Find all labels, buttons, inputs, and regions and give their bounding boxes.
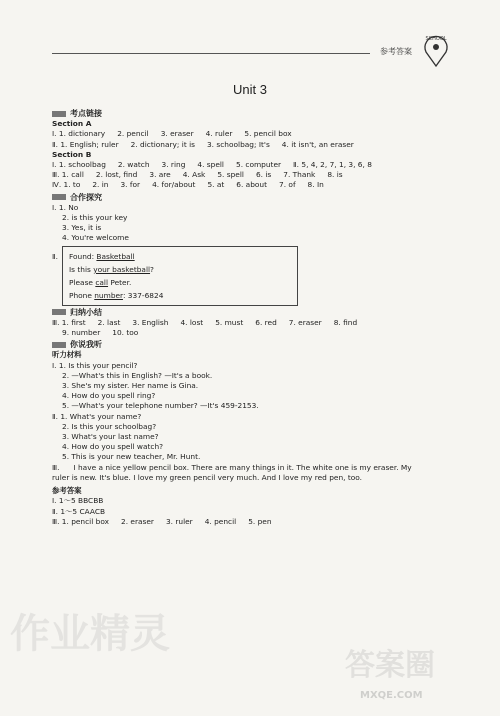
answer-row: Ⅳ. 1. to 2. in 3. for 4. for/about 5. at 6. about 7. of 8. In bbox=[52, 180, 324, 190]
script-line: 5. —What's your telephone number? —It's 459-2153. bbox=[62, 401, 259, 411]
script-line: 3. What's your last name? bbox=[62, 432, 159, 442]
script-line: 4. How do you spell ring? bbox=[62, 391, 156, 401]
answer-row: Ⅱ. 1. English; ruler 2. dictionary; it is 3. schoolbag; It's 4. it isn't, an eraser bbox=[52, 139, 354, 149]
section-heading-summary: 归纳小结 bbox=[52, 308, 452, 318]
answer-line: 4. You're welcome bbox=[62, 233, 129, 243]
notice-box bbox=[62, 246, 298, 306]
answer-row: Ⅲ. 1. pencil box 2. eraser 3. ruler 4. pencil 5. pen bbox=[52, 516, 272, 526]
section-a-label: Section A bbox=[52, 119, 92, 129]
script-line: 2. Is this your schoolbag? bbox=[62, 421, 157, 431]
section-heading-cooperation: 合作探究 bbox=[52, 193, 452, 203]
answer-row: Ⅰ. 1. dictionary 2. pencil 3. eraser 4. ruler 5. pencil box bbox=[52, 129, 292, 139]
answers-title: 参考答案 bbox=[52, 486, 82, 496]
notice-line: Found: Basketball bbox=[69, 251, 135, 261]
section-b-label: Section B bbox=[52, 149, 92, 159]
listening-material-title: 听力材料 bbox=[52, 350, 82, 360]
script-line: Ⅰ. 1. Is this your pencil? bbox=[52, 360, 138, 370]
notice-line: Please call Peter. bbox=[69, 277, 132, 287]
answer-content bbox=[52, 107, 452, 527]
notice-block bbox=[52, 246, 452, 306]
answer-line: 3. Yes, it is bbox=[62, 223, 102, 233]
header-rule bbox=[52, 53, 370, 54]
logo-text: SCHOOL bbox=[425, 36, 447, 42]
script-line: 5. This is your new teacher, Mr. Hunt. bbox=[62, 452, 201, 462]
answer-row: Ⅲ. 1. call 2. lost, find 3. are 4. Ask 5. spell 6. is 7. Thank 8. is bbox=[52, 170, 343, 180]
answer-row: Ⅰ. 1. schoolbag 2. watch 3. ring 4. spell 5. computer Ⅱ. 5, 4, 2, 7, 1, 3, 6, 8 bbox=[52, 160, 372, 170]
answer-row: 9. number 10. too bbox=[62, 328, 139, 338]
watermark-left: 作业精灵 bbox=[10, 611, 170, 657]
section-heading-links: 考点链接 bbox=[52, 109, 452, 119]
answer-row: Ⅲ. 1. first 2. last 3. English 4. lost 5. must 6. red 7. eraser 8. find bbox=[52, 317, 358, 327]
notice-line: Phone number: 337-6824 bbox=[69, 290, 164, 300]
section-heading-listening: 你说我听 bbox=[52, 340, 452, 350]
script-paragraph-cont: ruler is new. It's blue. I love my green pencil very much. And I love my red pen, too. bbox=[52, 472, 363, 482]
script-paragraph: Ⅲ. I have a nice yellow pencil box. There are many things in it. The white one is my eraser. My bbox=[52, 462, 412, 472]
script-line: 2. —What's this in English? —It's a book. bbox=[62, 370, 213, 380]
header-label: 参考答案 bbox=[380, 47, 412, 56]
script-line: 4. How do you spell watch? bbox=[62, 442, 164, 452]
answer-line: Ⅰ. 1. No bbox=[52, 202, 79, 212]
answer-line: Ⅰ. 1～5 BBCBB bbox=[52, 496, 104, 506]
school-logo-icon bbox=[418, 34, 454, 70]
page-title: Unit 3 bbox=[233, 82, 267, 97]
script-line: 3. She's my sister. Her name is Gina. bbox=[62, 381, 199, 391]
watermark-right: 答案圈 bbox=[345, 648, 435, 683]
notice-roman: Ⅱ. bbox=[52, 251, 58, 261]
answer-line: 2. is this your key bbox=[62, 213, 128, 223]
answer-line: Ⅱ. 1～5 CAACB bbox=[52, 506, 106, 516]
script-line: Ⅱ. 1. What's your name? bbox=[52, 411, 142, 421]
notice-line: Is this your basketball? bbox=[69, 264, 154, 274]
watermark-url: MXQE.COM bbox=[360, 690, 423, 701]
